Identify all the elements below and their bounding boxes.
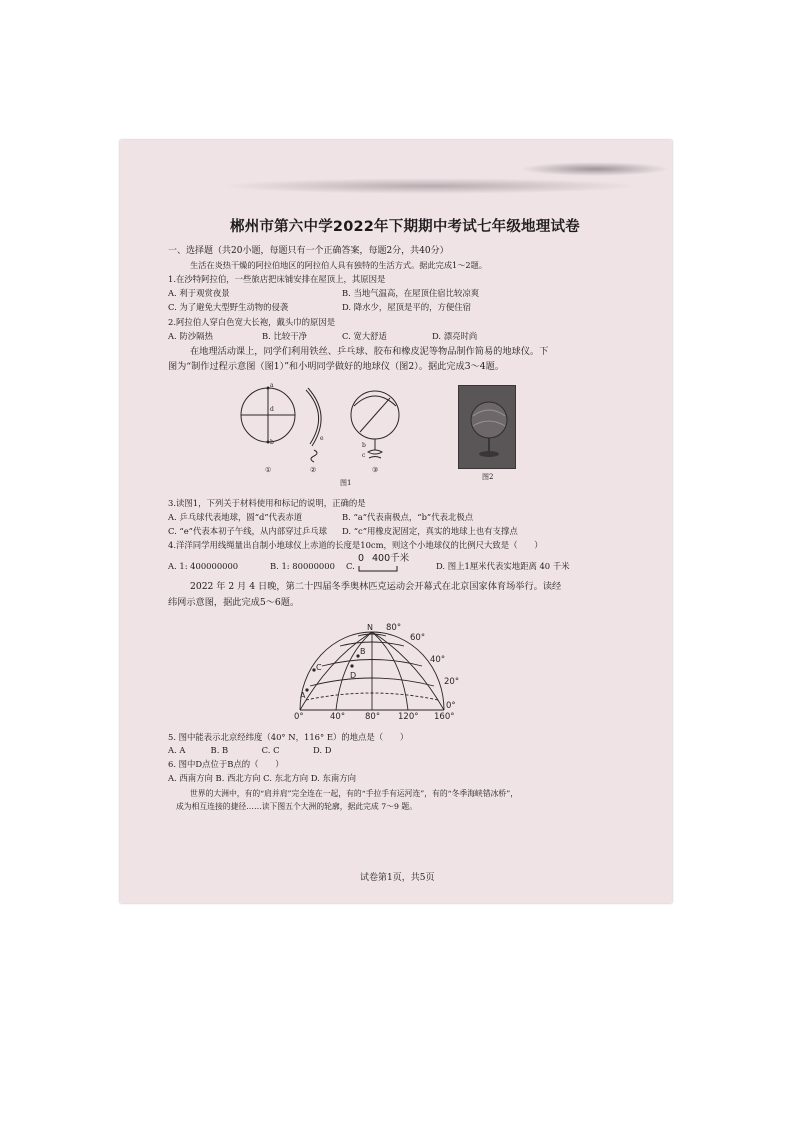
option-d: D. “c”用橡皮泥固定，真实的地球上也有支撑点 xyxy=(342,526,518,536)
scan-smudge xyxy=(520,162,670,176)
page-footer: 试卷第1页，共5页 xyxy=(360,873,435,883)
label-b: b xyxy=(270,439,274,446)
point-b-label: B xyxy=(360,647,366,656)
section-heading: 一、选择题（共20小题，每题只有一个正确答案，每题2分，共40分） xyxy=(168,246,449,256)
point-d-label: D xyxy=(350,671,357,680)
figure-1-caption: 图1 xyxy=(340,479,352,487)
figure-2-globe-photo xyxy=(458,385,516,469)
option-d: D. 降水少，屋顶是平的，方便住宿 xyxy=(342,302,471,312)
lat-label-20: 20° xyxy=(444,677,460,687)
context-text: 在地理活动课上，同学们利用铁丝、乒乓球、胶布和橡皮泥等物品制作简易的地球仪。下 xyxy=(190,346,549,357)
question-stem: 4.洋洋同学用线绳量出自制小地球仪上赤道的长度是10cm，则这个小地球仪的比例尺大致是（ ） xyxy=(168,540,543,550)
figure-1-globe-steps xyxy=(230,380,410,485)
option-c: C. 宽大舒适 xyxy=(342,331,387,341)
question-stem: 2.阿拉伯人穿白色宽大长袍，戴头巾的原因是 xyxy=(168,317,336,327)
lon-label-160: 160° xyxy=(434,712,455,720)
step-1-label: ① xyxy=(265,466,272,474)
option-a: A. 防沙隔热 xyxy=(168,331,213,341)
figure-2-caption: 图2 xyxy=(482,473,494,481)
lat-long-grid-map xyxy=(270,618,475,720)
option-a: A. 乒乓球代表地球，圆“d”代表赤道 xyxy=(168,512,303,522)
option-c: C. 为了避免大型野生动物的侵袭 xyxy=(168,302,289,312)
north-pole-label: N xyxy=(367,623,373,632)
context-text: 世界的大洲中，有的“肩并肩”完全连在一起，有的“手拉手有运河连”，有的“冬季海峡错冰桥”， xyxy=(190,789,518,798)
option-a: A. 1: 400000000 xyxy=(168,561,239,571)
point-a-marker xyxy=(305,688,308,691)
label-a: a xyxy=(270,382,274,389)
globe-icon xyxy=(459,386,515,468)
option-b: B. 1: 80000000 xyxy=(270,561,335,571)
label-c: c xyxy=(362,452,366,459)
step-3-label: ③ xyxy=(372,466,379,474)
step-2-label: ② xyxy=(310,466,317,474)
option-b: B. “a”代表南极点，“b”代表北极点 xyxy=(342,512,474,522)
label-e: e xyxy=(320,435,324,442)
context-text: 纬网示意图，据此完成5～6题。 xyxy=(168,597,300,608)
options: A. 西南方向 B. 西北方向 C. 东北方向 D. 东南方向 xyxy=(168,773,357,783)
context-text: 成为相互连接的捷径……读下图五个大洲的轮廓，据此完成 7～9 题。 xyxy=(176,802,417,811)
scan-smudge xyxy=(220,178,640,194)
option-b: B. 比较干净 xyxy=(262,331,307,341)
option-c: C. “e”代表本初子午线，从内部穿过乒乓球 xyxy=(168,526,327,536)
lon-label-40: 40° xyxy=(330,712,346,720)
label-d: d xyxy=(270,406,274,413)
option-a: A. 利于观赏夜景 xyxy=(168,288,230,298)
question-stem: 5. 图中能表示北京经纬度（40° N，116° E）的地点是（ ） xyxy=(168,732,409,742)
option-d: D. 漂亮时尚 xyxy=(432,331,478,341)
lat-label-40: 40° xyxy=(430,655,446,665)
exam-title: 郴州市第六中学2022年下期期中考试七年级地理试卷 xyxy=(230,219,580,235)
context-text: 生活在炎热干燥的阿拉伯地区的阿拉伯人具有独特的生活方式。据此完成1～2题。 xyxy=(190,260,487,270)
lat-label-80: 80° xyxy=(386,623,402,633)
option-c-label: C. xyxy=(346,561,355,571)
option-d: D. 图上1厘米代表实地距离 40 千米 xyxy=(436,561,570,571)
lat-label-0: 0° xyxy=(446,701,456,711)
question-stem: 6. 图中D点位于B点的（ ） xyxy=(168,759,284,769)
lon-label-0: 0° xyxy=(294,712,304,720)
options: A. A B. B C. C D. D xyxy=(168,745,332,755)
lon-label-80: 80° xyxy=(365,712,381,720)
option-b: B. 当地气温高，在屋顶住宿比较凉爽 xyxy=(342,288,480,298)
scale-zero: 0 xyxy=(358,553,365,564)
point-d-marker xyxy=(350,664,353,667)
lon-label-120: 120° xyxy=(398,712,419,720)
label-b: b xyxy=(362,442,366,449)
point-c-label: C xyxy=(316,663,322,672)
question-stem: 1.在沙特阿拉伯，一些旅店把床铺安排在屋顶上，其原因是 xyxy=(168,274,386,284)
lat-label-60: 60° xyxy=(410,633,426,643)
question-stem: 3.读图1，下列关于材料使用和标记的说明，正确的是 xyxy=(168,498,366,508)
exam-sheet xyxy=(120,140,672,903)
scale-label: 400千米 xyxy=(372,553,410,564)
context-text: 2022 年 2 月 4 日晚，第二十四届冬季奥林匹克运动会开幕式在北京国家体育场举行。读经 xyxy=(190,581,562,592)
point-a-label: A xyxy=(300,691,306,700)
context-text: 图为“制作过程示意图（图1）”和小明同学做好的地球仪（图2）。据此完成3～4题。 xyxy=(168,361,504,372)
